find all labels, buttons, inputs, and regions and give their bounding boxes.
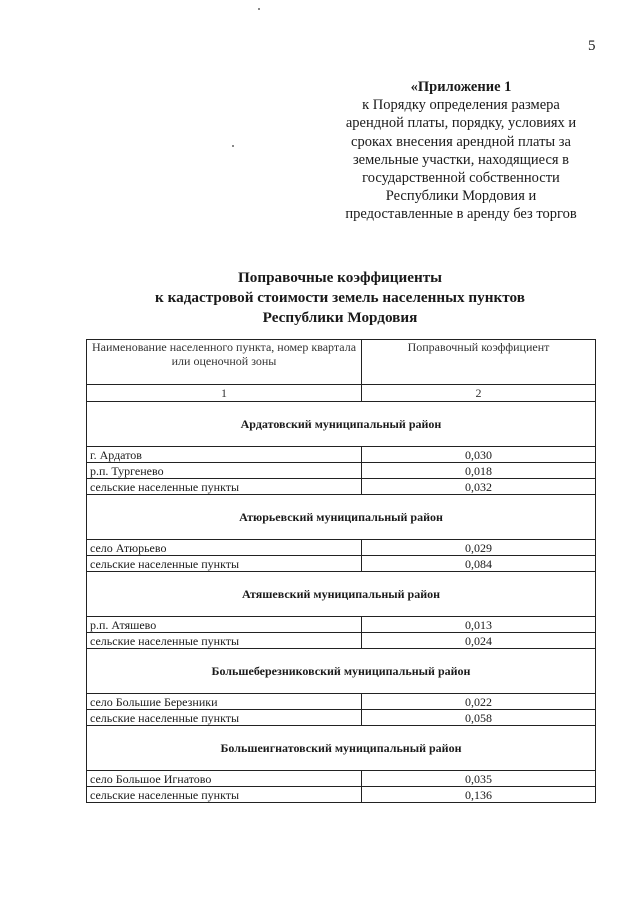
district-row [87,649,596,694]
settlement-name: село Большие Березники [87,694,362,710]
header-coefficient: Поправочный коэффициент [362,340,596,385]
district-name: Большеберезниковский муниципальный район [87,649,596,694]
district-name: Атюрьевский муниципальный район [87,495,596,540]
table-row [87,633,596,649]
appendix-line: предоставленные в аренду без торгов [345,206,577,223]
table-row [87,694,596,710]
district-name: Большеигнатовский муниципальный район [87,726,596,771]
coefficient-value: 0,035 [362,771,596,787]
table-row [87,771,596,787]
table-row [87,617,596,633]
district-row [87,572,596,617]
column-number-row [87,385,596,402]
appendix-line: сроках внесения арендной платы за [351,133,571,150]
document-title-line: Поправочные коэффициенты [237,269,443,286]
table-row [87,710,596,726]
coefficient-value: 0,058 [362,710,596,726]
header-name: Наименование населенного пункта, номер квартала или оценочной зоны [87,340,362,385]
district-row [87,495,596,540]
scan-speck [258,8,260,10]
document-title-line: к кадастровой стоимости земель населенных пунктов [155,289,525,306]
scan-speck [232,145,234,147]
coefficient-value: 0,022 [362,694,596,710]
settlement-name: сельские населенные пункты [87,556,362,572]
settlement-name: г. Ардатов [87,447,362,463]
table-row [87,463,596,479]
document-title [60,268,620,328]
table-header-row [87,340,596,385]
coefficient-value: 0,029 [362,540,596,556]
appendix-line: арендной платы, порядку, условиях и [345,115,577,132]
column-number: 2 [362,385,596,402]
appendix-line: земельные участки, находящиеся в [352,151,570,168]
settlement-name: сельские населенные пункты [87,479,362,495]
coefficient-value: 0,136 [362,787,596,803]
coefficient-value: 0,030 [362,447,596,463]
appendix-block [330,78,592,224]
column-number: 1 [87,385,362,402]
table-row [87,540,596,556]
coefficient-value: 0,032 [362,479,596,495]
appendix-line: государственной собственности [362,170,560,187]
settlement-name: село Атюрьево [87,540,362,556]
document-title-line: Республики Мордовия [262,309,418,326]
coefficient-value: 0,018 [362,463,596,479]
appendix-title: «Приложение 1 [410,79,512,95]
table-row [87,556,596,572]
district-name: Ардатовский муниципальный район [87,402,596,447]
settlement-name: село Большое Игнатово [87,771,362,787]
coefficients-table [86,339,596,803]
table-row [87,787,596,803]
page-number: 5 [588,38,596,54]
district-row [87,726,596,771]
appendix-line: Республики Мордовия и [385,188,537,205]
settlement-name: сельские населенные пункты [87,710,362,726]
appendix-line: к Порядку определения размера [362,97,560,114]
settlement-name: р.п. Атяшево [87,617,362,633]
coefficient-value: 0,084 [362,556,596,572]
district-row [87,402,596,447]
settlement-name: сельские населенные пункты [87,787,362,803]
table-row [87,447,596,463]
settlement-name: сельские населенные пункты [87,633,362,649]
district-name: Атяшевский муниципальный район [87,572,596,617]
table-row [87,479,596,495]
settlement-name: р.п. Тургенево [87,463,362,479]
coefficient-value: 0,013 [362,617,596,633]
coefficient-value: 0,024 [362,633,596,649]
